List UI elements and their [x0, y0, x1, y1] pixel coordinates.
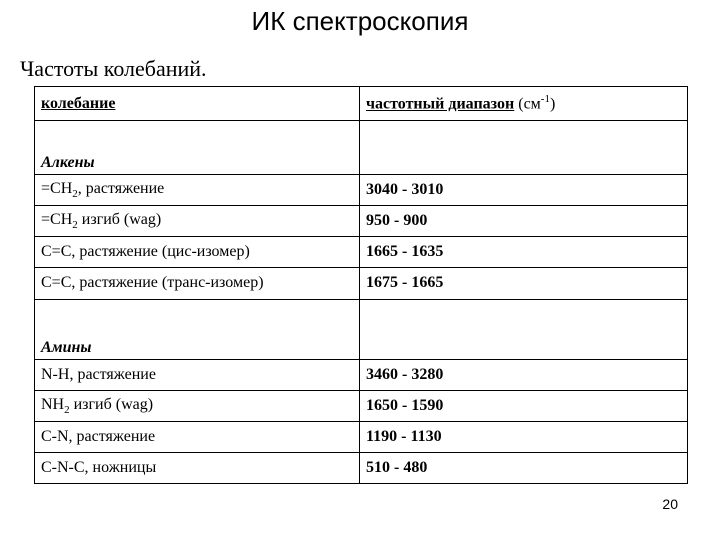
vibration-cell	[35, 390, 360, 421]
vibration-cell	[35, 206, 360, 237]
group-empty-cell	[360, 299, 688, 359]
group-empty-cell	[360, 121, 688, 175]
vibration-sub: 2	[64, 403, 70, 416]
range-cell: 950 - 900	[360, 206, 688, 237]
group-label: Алкены	[35, 121, 360, 175]
header-vibration-label: колебание	[41, 94, 116, 112]
vibration-text: C-N-C, ножницы	[41, 458, 157, 476]
vibration-cell	[35, 452, 360, 483]
table-row	[35, 452, 688, 483]
table-row	[35, 175, 688, 206]
vibration-sub: 2	[72, 219, 78, 232]
vibration-text: N-H, растяжение	[41, 365, 156, 383]
vibration-text: C=C, растяжение (транс-изомер)	[41, 274, 264, 292]
table-header-row	[35, 87, 688, 121]
header-range-label: частотный диапазон	[366, 95, 515, 113]
vibration-text: NH	[41, 395, 65, 413]
vibration-cell	[35, 421, 360, 452]
vibration-cell	[35, 237, 360, 268]
page-number: 20	[662, 496, 678, 512]
group-row-amines	[35, 299, 688, 359]
vibration-text-post: , растяжение	[77, 180, 165, 198]
header-frequency-range	[360, 87, 688, 121]
vibration-cell	[35, 175, 360, 206]
vibration-text: =CH	[41, 211, 73, 229]
table-row	[35, 237, 688, 268]
group-label: Амины	[35, 299, 360, 359]
vibration-cell	[35, 268, 360, 299]
table-row	[35, 206, 688, 237]
table-row	[35, 359, 688, 390]
range-cell: 1650 - 1590	[360, 390, 688, 421]
table-row	[35, 421, 688, 452]
vibration-text: C-N, растяжение	[41, 427, 156, 445]
range-cell: 1190 - 1130	[360, 421, 688, 452]
vibration-sub: 2	[72, 188, 78, 201]
vibration-text-post: изгиб (wag)	[77, 211, 162, 229]
header-unit-pre: (см	[514, 95, 541, 113]
group-row-alkenes	[35, 121, 688, 175]
slide-title: ИК спектроскопия	[251, 6, 469, 36]
header-vibration	[35, 87, 360, 121]
frequency-table	[34, 86, 688, 484]
vibration-text: C=C, растяжение (цис-изомер)	[41, 243, 250, 261]
range-cell: 1675 - 1665	[360, 268, 688, 299]
vibration-text-post: изгиб (wag)	[69, 395, 154, 413]
range-cell: 3460 - 3280	[360, 359, 688, 390]
table-row	[35, 390, 688, 421]
header-unit-post: )	[549, 95, 556, 113]
range-cell: 3040 - 3010	[360, 175, 688, 206]
table-row	[35, 268, 688, 299]
vibration-cell	[35, 359, 360, 390]
header-unit-sup: -1	[540, 93, 550, 106]
vibration-text: =CH	[41, 180, 73, 198]
range-cell: 1665 - 1635	[360, 237, 688, 268]
range-cell: 510 - 480	[360, 452, 688, 483]
slide-subtitle: Частоты колебаний.	[20, 56, 207, 81]
